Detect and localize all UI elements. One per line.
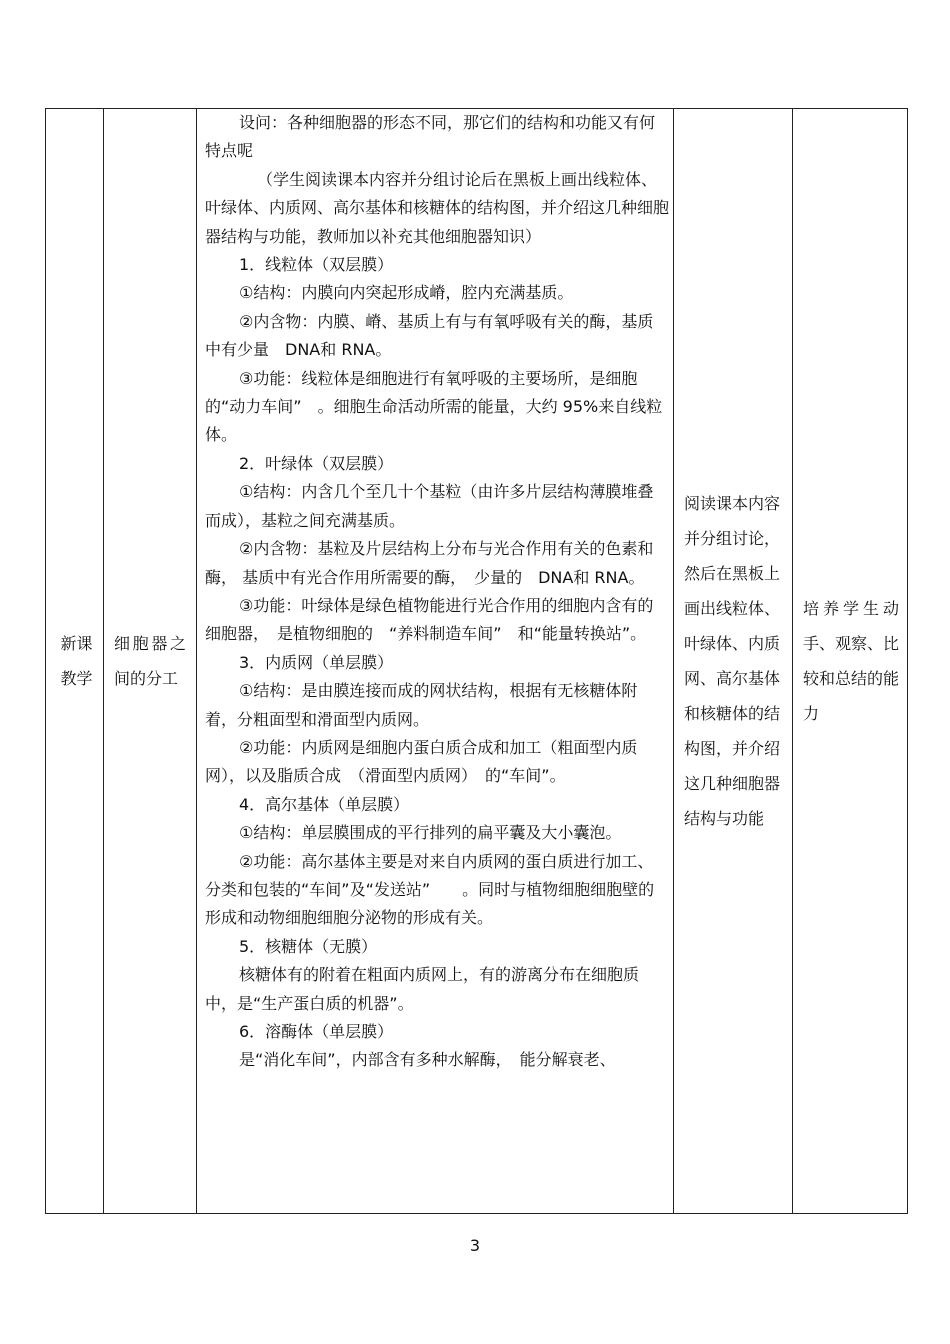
- content-paragraph: ①结构：单层膜围成的平行排列的扁平囊及大小囊泡。: [239, 823, 622, 843]
- content-paragraph: ②功能：内质网是细胞内蛋白质合成和加工（粗面型内质网），以及脂质合成 （滑面型内质网） 的“车间”。: [205, 737, 638, 786]
- content-heading: 5．核糖体（无膜）: [239, 936, 378, 956]
- content-paragraph: ③功能：叶绿体是绿色植物能进行光合作用的细胞内含有的细胞器， 是植物细胞的 “养料制造车间” 和“能量转换站”。: [205, 595, 654, 644]
- page-number: 3: [469, 1236, 481, 1255]
- content-paragraph: （学生阅读课本内容并分组讨论后在黑板上画出线粒体、叶绿体、内质网、高尔基体和核糖体的结构图，并介绍这几种细胞器结构与功能，教师加以补充其他细胞器知识）: [205, 169, 670, 246]
- design-intent-text: 培养学生动手、观察、比较和总结的能力: [803, 599, 900, 723]
- content-paragraph: ②内含物：基粒及片层结构上分布与光合作用有关的色素和酶， 基质中有光合作用所需要的酶， 少量的 DNA和 RNA。: [205, 539, 654, 587]
- student-activity-cell: [674, 109, 793, 1214]
- content-paragraph: ③功能：线粒体是细胞进行有氧呼吸的主要场所，是细胞的“动力车间” 。细胞生命活动所需的能量，大约 95%来自线粒体。: [205, 368, 663, 445]
- content-heading: 4．高尔基体（单层膜）: [239, 794, 410, 814]
- content-paragraph: ②内含物：内膜、嵴、基质上有与有氧呼吸有关的酶，基质中有少量 DNA和 RNA。: [205, 311, 654, 360]
- teaching-content-cell: [197, 109, 674, 1214]
- content-paragraph: ①结构：是由膜连接而成的网状结构，根据有无核糖体附着，分粗面型和滑面型内质网。: [205, 681, 638, 729]
- content-paragraph: 设问：各种细胞器的形态不同，那它们的结构和功能又有何特点呢: [205, 113, 656, 161]
- table-row: [46, 109, 908, 1214]
- lesson-plan-table: [45, 108, 908, 1214]
- topic-cell: [104, 109, 197, 1214]
- content-paragraph: 是“消化车间”，内部含有多种水解酶， 能分解衰老、: [239, 1050, 616, 1070]
- content-heading: 6．溶酶体（单层膜）: [239, 1022, 394, 1041]
- teaching-content: [197, 109, 673, 1075]
- content-paragraph: ①结构：内膜向内突起形成嵴，腔内充满基质。: [239, 283, 574, 303]
- content-paragraph: 核糖体有的附着在粗面内质网上，有的游离分布在细胞质中，是“生产蛋白质的机器”。: [205, 965, 640, 1013]
- content-paragraph: ②功能：高尔基体主要是对来自内质网的蛋白质进行加工、分类和包装的“车间”及“发送站” 。同时与植物细胞细胞壁的形成和动物细胞细胞分泌物的形成有关。: [205, 851, 655, 928]
- content-heading: 3．内质网（单层膜）: [239, 652, 394, 672]
- student-activity-text: 阅读课本内容并分组讨论，然后在黑板上画出线粒体、叶绿体、内质网、高尔基体和核糖体的结构图，并介绍这几种细胞器结构与功能: [684, 494, 781, 828]
- stage-cell: [46, 109, 104, 1214]
- content-heading: 2．叶绿体（双层膜）: [239, 453, 394, 473]
- stage-label: 新课教学: [60, 634, 93, 688]
- topic-label: 细胞器之间的分工: [114, 634, 186, 688]
- content-paragraph: ①结构：内含几个至几十个基粒（由许多片层结构薄膜堆叠而成），基粒之间充满基质。: [205, 482, 654, 530]
- content-heading: 1．线粒体（双层膜）: [239, 255, 394, 275]
- design-intent-cell: [793, 109, 908, 1214]
